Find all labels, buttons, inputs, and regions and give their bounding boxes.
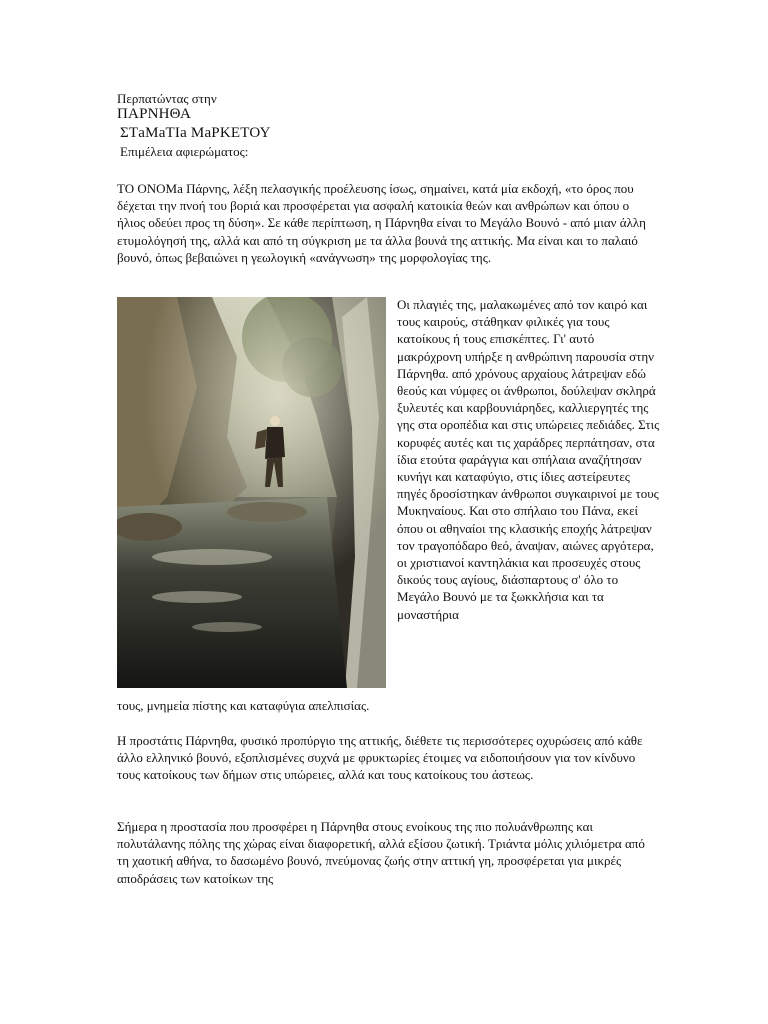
header-author: ΣΤaΜaΤΙa ΜaΡΚΕΤΟΥ xyxy=(120,125,271,141)
gorge-photo-image xyxy=(117,297,386,688)
header-title: ΠΑΡΝΗΘΑ xyxy=(117,106,192,122)
gorge-photo xyxy=(117,297,386,688)
header-editor-label: Επιμέλεια αφιερώματος: xyxy=(120,144,249,159)
paragraph-2-side: Οι πλαγιές της, μαλακωμένες από τον καιρό και τους καιρούς, στάθηκαν φιλικές για τους κατοίκους ή τους επισκέπτες. Γι' αυτό μακρόχρονη υπήρξε η ανθρώπινη παρουσία στην Πάρνηθα. από χρόνους αρχαίους λάτρεψαν εδώ θεούς και νύμφες οι άνθρωποι, δούλεψαν σκληρά ξυλευτές και καρβουνιάρηδες, καλλιεργητές της γης στα οροπέδια και στις υπώρειες πεδιάδες. Στις κορυφές αυτές και τις χαράδρες περπάτησαν, στα ίδια ετούτα φαράγγια και σπήλαια αναζήτησαν κυνήγι και καταφύγιο, στις ίδιες αστείρευτες πηγές δροσίστηκαν άνθρωποι συγκαιρινοί με τους Μυκηναίους. Και στο σπήλαιο του Πάνα, εκεί όπου οι αθηναίοι της κλασικής εποχής λάτρεψαν τον τραγοπόδαρο θεό, άναψαν, αιώνες αργότερα, οι χριστιανοί καντηλάκια και προσευχές στους δικούς τους αγίους, διάσπαρτους σ' όλο το Μεγάλο Βουνό με τα ξωκκλήσια και τα μοναστήρια xyxy=(397,297,660,622)
paragraph-4: Σήμερα η προστασία που προσφέρει η Πάρνηθα στους ενοίκους της πιο πολυάνθρωπης και πολυτάλανης πόλης της χώρας είναι διαφορετική, αλλά εξίσου ζωτική. Τριάντα μόλις χιλιόμετρα από τη χαοτική αθήνα, το δασωμένο βουνό, πνεύμονας ζωής στην αττική γη, προσφέρεται για μικρές αποδράσεις των κατοίκων της xyxy=(117,819,645,886)
paragraph-2-tail: τους, μνημεία πίστης και καταφύγια απελπισίας. xyxy=(117,698,370,713)
header-kicker: Περπατώντας στην xyxy=(117,91,217,106)
paragraph-3: Η προστάτις Πάρνηθα, φυσικό προπύργιο της αττικής, διέθετε τις περισσότερες οχυρώσεις από κάθε άλλο ελληνικό βουνό, εξοπλισμένες συχνά με φρυκτωρίες έτοιμες να ειδοποιήσουν για τον κίνδυνο τους κατοίκους των δήμων στις υπώρειες, αλλά και τους κατοίκους του άστεως. xyxy=(117,733,643,783)
paragraph-1: ΤΟ ΟΝΟΜa Πάρνης, λέξη πελασγικής προέλευσης ίσως, σημαίνει, κατά μία εκδοχή, «το όρος που δέχεται την πνοή του βοριά και προσφέρεται για ασφαλή κατοικία θεών και ανθρώπων και όπου ο ήλιος οδεύει προς τη δύση». Σε κάθε περίπτωση, η Πάρνηθα είναι το Μεγάλο Βουνό - από μιαν άλλη ετυμολόγησή της, αλλά και από τη σύγκριση με τα άλλα βουνά της αττικής. Μα είναι και το παλαιό βουνό, όπως βεβαιώνει η γεωλογική «ανάγνωση» της μορφολογίας της. xyxy=(117,181,646,265)
